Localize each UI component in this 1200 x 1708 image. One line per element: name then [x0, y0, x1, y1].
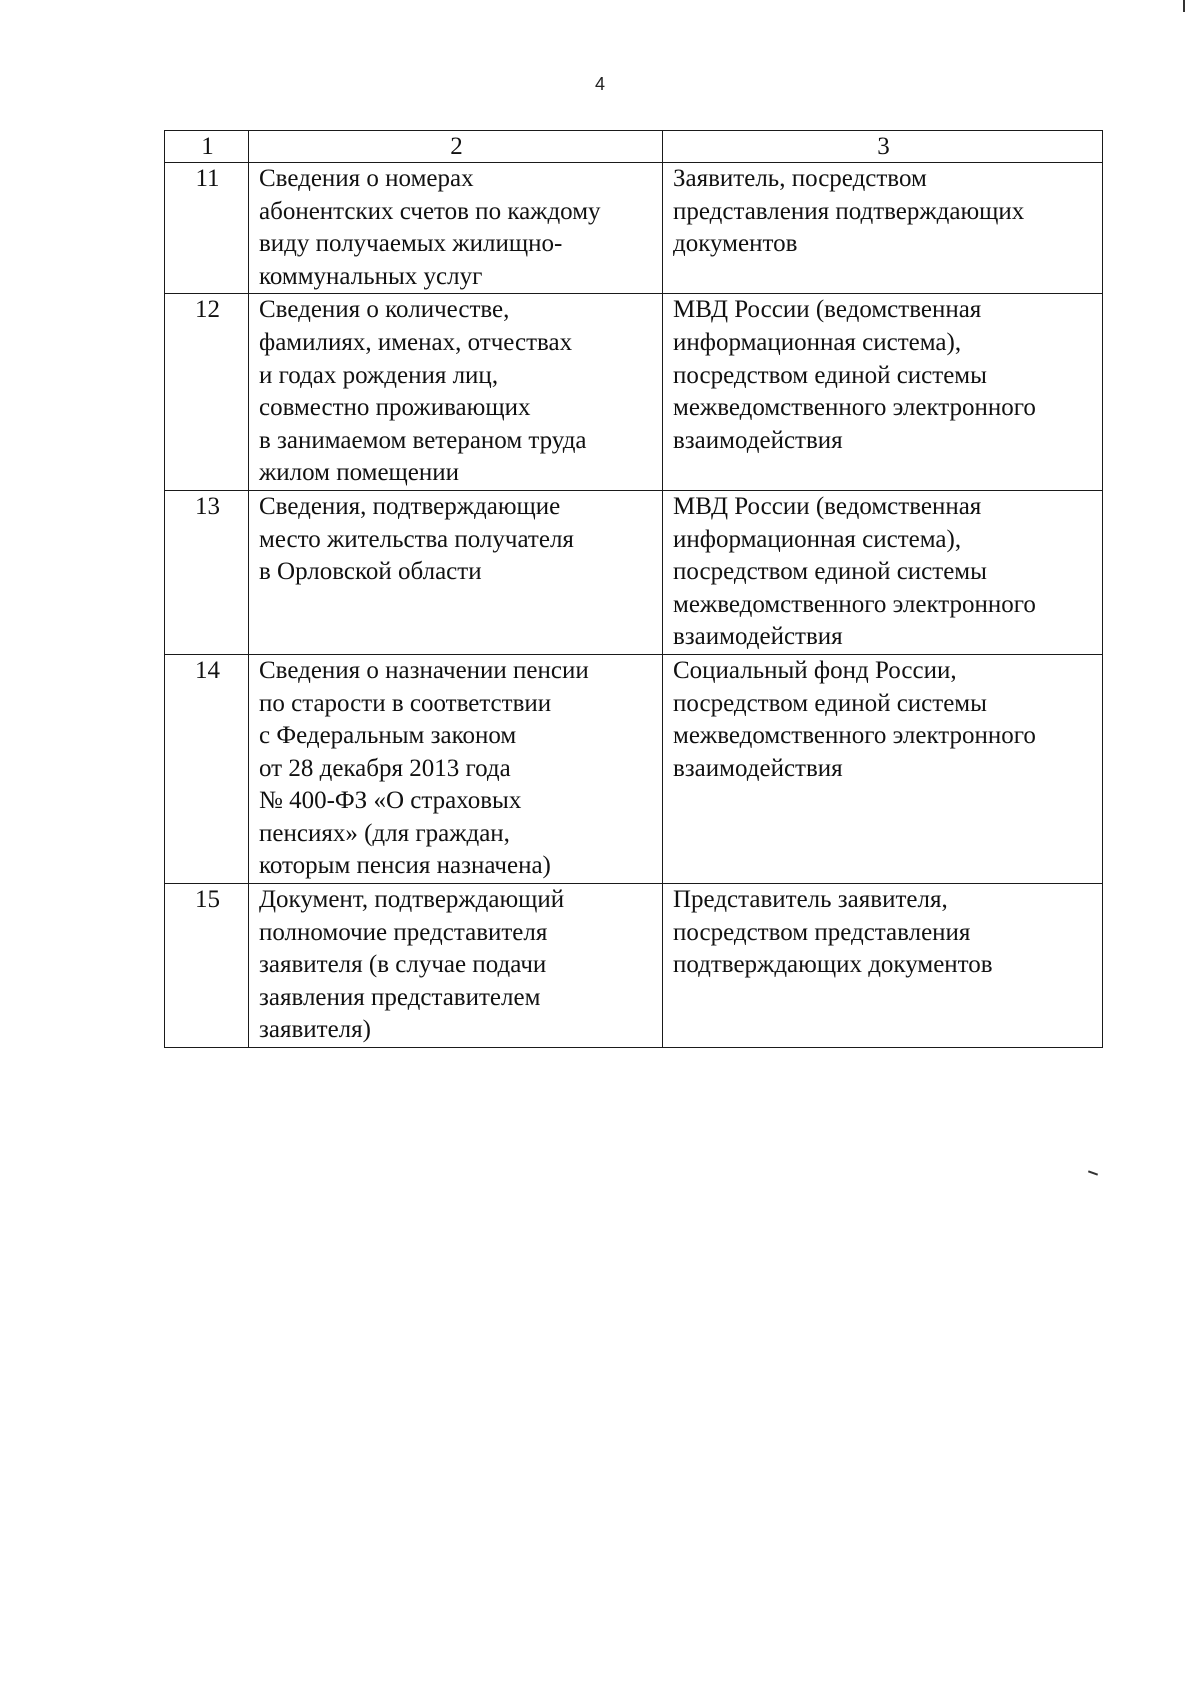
source-cell — [663, 490, 1103, 654]
source-text: МВД России (ведомственная информационная система), посредством единой системы межведомственного электронного взаимодействия — [673, 296, 1036, 454]
table-row — [165, 294, 1103, 491]
table-row — [165, 490, 1103, 654]
source-cell — [663, 884, 1103, 1048]
row-number: 15 — [165, 884, 249, 1048]
page-number: 4 — [594, 74, 605, 94]
info-text: Сведения о количестве, фамилиях, именах, отчествах и годах рождения лиц, совместно проживающих в занимаемом ветераном труда жилом помещении — [259, 296, 587, 487]
info-cell — [249, 163, 663, 294]
row-number: 14 — [165, 654, 249, 883]
info-text: Документ, подтверждающий полномочие представителя заявителя (в случае подачи заявления представителем заявителя) — [259, 886, 565, 1044]
scan-mark — [1088, 1170, 1098, 1175]
document-table — [164, 130, 1103, 1048]
table-row — [165, 884, 1103, 1048]
table-header-row — [165, 131, 1103, 163]
info-cell — [249, 654, 663, 883]
info-cell — [249, 294, 663, 491]
table-row — [165, 163, 1103, 294]
info-cell — [249, 884, 663, 1048]
row-number: 12 — [165, 294, 249, 491]
source-text: Социальный фонд России, посредством единой системы межведомственного электронного взаимодействия — [673, 656, 1036, 782]
column-header-3: 3 — [663, 131, 1103, 163]
row-number: 13 — [165, 490, 249, 654]
info-text: Сведения, подтверждающие место жительства получателя в Орловской области — [259, 492, 574, 586]
info-text: Сведения о назначении пенсии по старости в соответствии с Федеральным законом от 28 декабря 2013 года № 400-ФЗ «О страховых пенсиях» (для граждан, которым пенсия назначена) — [259, 656, 589, 880]
scan-mark — [1183, 0, 1185, 12]
row-number: 11 — [165, 163, 249, 294]
source-cell — [663, 163, 1103, 294]
column-header-1: 1 — [165, 131, 249, 163]
source-cell — [663, 654, 1103, 883]
source-text: МВД России (ведомственная информационная система), посредством единой системы межведомственного электронного взаимодействия — [673, 492, 1036, 651]
column-header-2: 2 — [249, 131, 663, 163]
source-cell — [663, 294, 1103, 491]
source-text: Представитель заявителя, посредством представления подтверждающих документов — [673, 886, 993, 979]
source-text: Заявитель, посредством представления подтверждающих документов — [673, 165, 1025, 258]
table-row — [165, 654, 1103, 883]
info-cell — [249, 490, 663, 654]
info-text: Сведения о номерах абонентских счетов по каждому виду получаемых жилищно- коммунальных услуг — [259, 165, 601, 290]
